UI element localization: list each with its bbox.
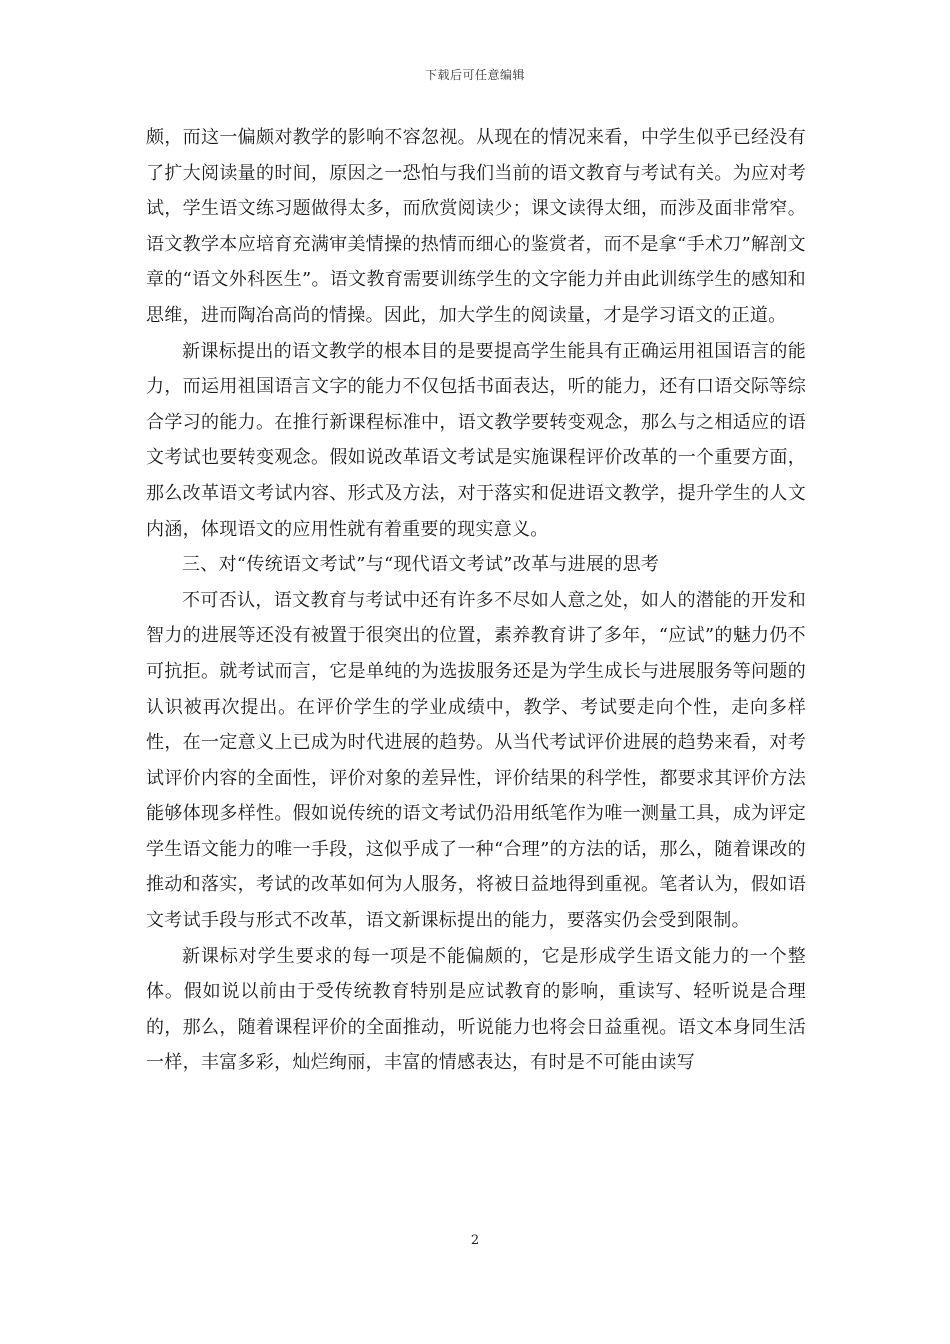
- paragraph-2: 新课标提出的语文教学的根本目的是要提高学生能具有正确运用祖国语言的能力，而运用祖国语言文字的能力不仅包括书面表达，听的能力，还有口语交际等综合学习的能力。在推行新课程标准中，语文教学要转变观念，那么与之相适应的语文考试也要转变观念。假如说改革语文考试是实施课程评价改革的一个重要方面，那么改革语文考试内容、形式及方法，对于落实和促进语文教学，提升学生的人文内涵，体现语文的应用性就有着重要的现实意义。: [146, 340, 806, 540]
- paragraph-4: 新课标对学生要求的每一项是不能偏颇的，它是形成学生语文能力的一个整体。假如说以前由于受传统教育特别是应试教育的影响，重读写、轻听说是合理的，那么，随着课程评价的全面推动，听说能力也将会日益重视。语文本身同生活一样，丰富多彩，灿烂绚丽，丰富的情感表达，有时是不可能由读写: [146, 945, 806, 1074]
- page-number: 2: [470, 1233, 480, 1248]
- paragraph-1: 颇，而这一偏颇对教学的影响不容忽视。从现在的情况来看，中学生似乎已经没有了扩大阅读量的时间，原因之一恐怕与我们当前的语文教育与考试有关。为应对考试，学生语文练习题做得太多，而欣赏阅读少；课文读得太细，而涉及面非常窄。语文教学本应培育充满审美情操的热情而细心的鉴赏者，而不是拿“手术刀”解剖文章的“语文外科医生”。语文教育需要训练学生的文字能力并由此训练学生的感知和思维，进而陶冶高尚的情操。因此，加大学生的阅读量，才是学习语文的正道。: [146, 127, 806, 326]
- section-heading: 三、对“传统语文考试”与“现代语文考试”改革与进展的思考: [182, 554, 660, 576]
- body-text: [146, 120, 806, 1081]
- paragraph-3: 不可否认，语文教育与考试中还有许多不尽如人意之处，如人的潜能的开发和智力的进展等还没有被置于很突出的位置，素养教育讲了多年，“应试”的魅力仍不可抗拒。就考试而言，它是单纯的为选拔服务还是为学生成长与进展服务等问题的认识被再次提出。在评价学生的学业成绩中，教学、考试要走向个性，走向多样性，在一定意义上已成为时代进展的趋势。从当代考试评价进展的趋势来看，对考试评价内容的全面性，评价对象的差异性，评价结果的科学性，都要求其评价方法能够体现多样性。假如说传统的语文考试仍沿用纸笔作为唯一测量工具，成为评定学生语文能力的唯一手段，这似乎成了一种“合理”的方法的话，那么，随着课改的推动和落实，考试的改革如何为人服务，将被日益地得到重视。笔者认为，假如语文考试手段与形式不改革，语文新课标提出的能力，要落实仍会受到限制。: [146, 589, 806, 932]
- page-header: 下载后可任意编辑: [424, 68, 525, 82]
